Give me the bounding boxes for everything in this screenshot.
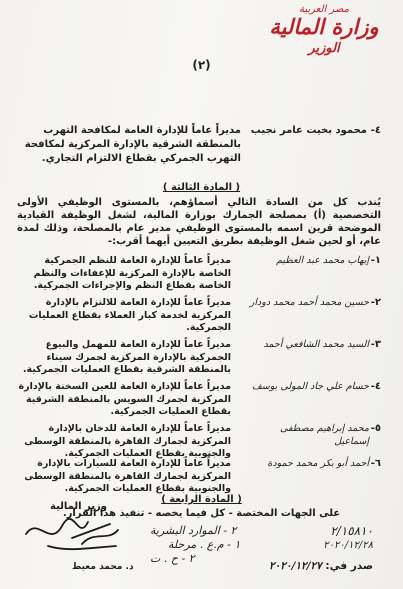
row-role: مديراً عاماً للإدارة العامة للنظم الجمركية الخاصة بالإدارة المركزية للإعفاءات والنظم الخاصة بقطاع النظم والإجراءات الجمركية. — [33, 255, 231, 291]
letterhead-ministry: وزارة المالية — [269, 14, 379, 39]
item-name: محمود بخيت عامر نجيب — [250, 125, 367, 136]
row-name: إيهاب محمد عبد العظيم — [276, 255, 369, 266]
reference-date: ٢٠٢٠/١٢/٢٨ — [323, 540, 373, 551]
list-item — [17, 381, 381, 421]
row-name: حسام علي جاد المولى يوسف — [251, 381, 369, 392]
list-item — [17, 255, 381, 295]
article4-text: على الجهات المختصة - كل فيما يخصه - تنفيذ هذا القرار. — [62, 508, 341, 519]
issued-line — [233, 560, 373, 572]
letterhead — [259, 4, 389, 56]
row-number: ٥- — [370, 423, 381, 434]
distribution-line-3: ٢ - ح . ت — [150, 552, 195, 565]
page-number: (٢) — [192, 58, 211, 72]
row-role: مديراً عاماً للإدارة العامة للمهمل والبيوع الجمركية بالإدارة المركزية لجمرك سيناء بالمنطقة الشرقية بقطاع العمليات الجمركية. — [22, 339, 231, 375]
signature-icon — [18, 508, 128, 560]
issued-date: ٢٠٢٠/١٢/٢٧ — [268, 560, 322, 572]
row-name: أحمد أبو بكر محمد حمودة — [267, 458, 369, 469]
item-role: مديراً عاماً للإدارة العامة لمكافحة التهرب بالمنطقة الشرقية بالإدارة المركزية لمكافحة التهرب الجمركي بقطاع الالتزام التجاري. — [24, 125, 241, 164]
row-role: مديراً عاماً للإدارة العامة للعين السخنة بالإدارة المركزية لجمرك السويس بالمنطقة الشرقية بقطاع العمليات الجمركية. — [18, 381, 231, 417]
list-item — [17, 458, 381, 498]
row-number: ٣- — [370, 339, 381, 350]
article3-title: ( المادة الثالثة ) — [162, 182, 241, 193]
letterhead-republic: مصر العربية — [298, 4, 350, 15]
row-role: مديراً عاماً للإدارة العامة للدخان بالإدارة المركزية لجمارك القاهرة بالمنطقة الوسطى والجنوبية بقطاع العمليات الجمركية. — [24, 423, 231, 459]
distribution-line-2: ١ - م.ع . مرحلة — [168, 538, 241, 551]
row-number: ١- — [370, 255, 381, 266]
row-role: مديراً عاماً للإدارة العامة للالتزام بالإدارة المركزية لخدمة كبار العملاء بقطاع العمليات الجمركية. — [28, 297, 231, 333]
minister-title: وزير المالية — [50, 501, 107, 512]
list-item — [17, 339, 381, 379]
issued-label: صدر في: — [325, 560, 373, 572]
row-name: محمد إبراهيم مصطفى إسماعيل — [280, 423, 369, 447]
list-item — [17, 423, 381, 463]
row-role: مديراً عاماً للإدارة العامة للسيارات بالإدارة المركزية لجمارك القاهرة بالمنطقة الوسطى والجنوبية بقطاع العمليات الجمركية. — [24, 458, 231, 494]
row-name: السيد محمد الشافعي أحمد — [263, 339, 369, 350]
letterhead-office: الوزير — [308, 41, 340, 56]
distribution-line-1: ٢ - الموارد البشرية — [150, 524, 237, 537]
reference-number: ٢/١٥٨١٠ — [330, 524, 373, 538]
row-number: ٦- — [370, 458, 381, 469]
minister-name: د. محمد معيط — [72, 562, 134, 572]
list-item — [17, 297, 381, 337]
item-number: ٤- — [370, 125, 381, 136]
row-number: ٢- — [370, 297, 381, 308]
article3-paragraph: يُندب كل من السادة التالي أسماؤهم، بالمستوى الوظيفي الأولى التخصصية (أ) بمصلحة الجمارك بوزارة المالية، لشغل الوظيفة القيادية الموضحة قرين اسمه بالمستوى الوظيفي مدير عام بالمصلحة، وذلك لمدة عام، أو لحين شغل الوظيفة بطريق التعيين أيهما أقرب:- — [17, 197, 381, 247]
row-name: حسين محمد أحمد محمد دودار — [249, 297, 369, 308]
article4-title: ( المادة الرابعة ) — [161, 494, 242, 505]
row-number: ٤- — [370, 381, 381, 392]
